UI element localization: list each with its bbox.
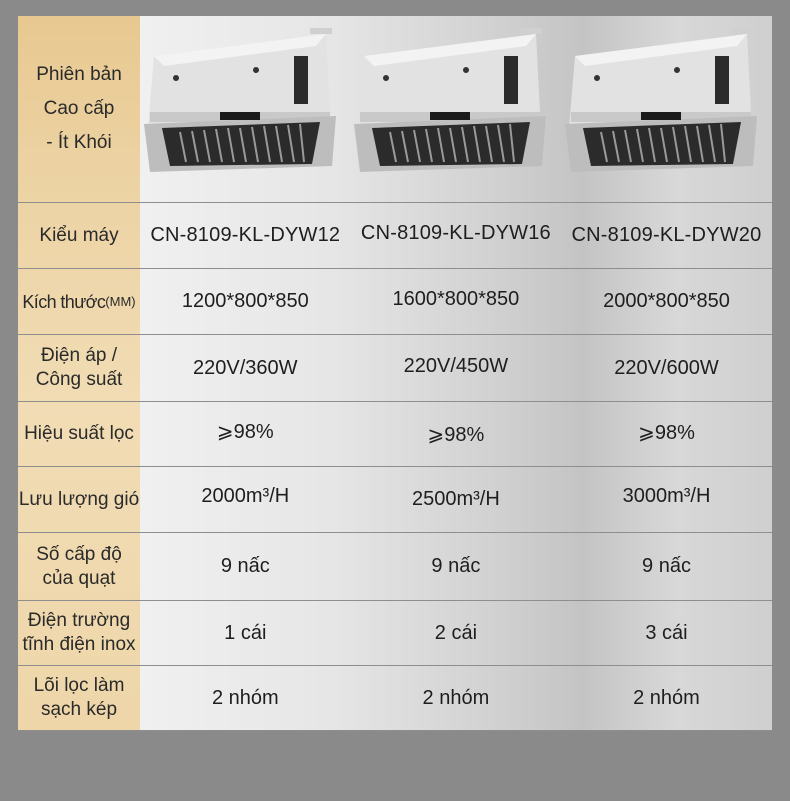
size-label-text: Kích thước bbox=[22, 291, 106, 312]
range-hood-icon bbox=[350, 16, 560, 202]
row-airflow bbox=[18, 467, 772, 532]
row-voltage bbox=[18, 335, 772, 401]
row-model bbox=[18, 203, 772, 268]
voltage-label bbox=[18, 344, 140, 392]
voltage-label-line-2: Công suất bbox=[35, 369, 123, 390]
airflow-value-2: 2500m³/H bbox=[411, 488, 500, 510]
filter-core-label-line-2: sạch kép bbox=[40, 699, 118, 720]
fan-levels-value-2: 9 nấc bbox=[431, 555, 481, 577]
fan-levels-value-1: 9 nấc bbox=[220, 555, 270, 577]
voltage-label-line-1: Điện áp / bbox=[40, 345, 118, 366]
voltage-value-2: 220V/450W bbox=[403, 354, 509, 377]
electrostatic-value-3: 3 cái bbox=[645, 621, 688, 644]
product-image-3 bbox=[561, 16, 771, 202]
filter-efficiency-value-1: ⩾98% bbox=[216, 420, 274, 443]
fan-levels-label-line-1: Số cấp độ bbox=[36, 543, 122, 565]
voltage-value-3: 220V/600W bbox=[614, 356, 719, 379]
filter-efficiency-label: Hiệu suất lọc bbox=[24, 423, 134, 444]
airflow-value-3: 3000m³/H bbox=[622, 485, 711, 507]
size-label bbox=[18, 290, 140, 314]
fan-levels-label bbox=[18, 543, 140, 591]
filter-core-value-1: 2 nhóm bbox=[211, 686, 279, 709]
electrostatic-label-line-1: Điện trường bbox=[27, 610, 131, 631]
row-filter-efficiency bbox=[18, 402, 772, 466]
electrostatic-value-2: 2 cái bbox=[434, 621, 478, 644]
size-value-2: 1600*800*850 bbox=[392, 288, 520, 310]
product-image-1 bbox=[140, 16, 350, 202]
product-image-2 bbox=[350, 16, 560, 202]
electrostatic-label bbox=[18, 609, 140, 657]
filter-efficiency-value-3: ⩾98% bbox=[638, 421, 695, 444]
filter-efficiency-value-2: ⩾98% bbox=[427, 423, 485, 446]
filter-core-value-3: 2 nhóm bbox=[633, 686, 700, 709]
size-value-3: 2000*800*850 bbox=[603, 290, 730, 312]
version-label bbox=[18, 16, 140, 202]
electrostatic-label-line-2: tĩnh điện inox bbox=[22, 634, 136, 655]
filter-core-label bbox=[18, 674, 140, 722]
spec-table bbox=[18, 16, 772, 731]
version-label-line-1: Phiên bản bbox=[36, 64, 122, 85]
size-value-1: 1200*800*850 bbox=[181, 290, 309, 312]
airflow-label: Lưu lượng gió bbox=[18, 488, 140, 510]
version-label-line-2: Cao cấp bbox=[43, 98, 115, 119]
range-hood-icon bbox=[561, 16, 771, 202]
version-label-line-3: - Ít Khói bbox=[46, 132, 112, 153]
voltage-value-1: 220V/360W bbox=[193, 356, 298, 379]
row-filter-core bbox=[18, 666, 772, 730]
model-label: Kiểu máy bbox=[39, 224, 119, 246]
model-value-1: CN-8109-KL-DYW12 bbox=[150, 224, 341, 246]
model-value-2: CN-8109-KL-DYW16 bbox=[360, 222, 551, 244]
filter-core-label-line-1: Lõi lọc làm bbox=[33, 675, 125, 696]
model-value-3: CN-8109-KL-DYW20 bbox=[571, 224, 762, 246]
row-fan-levels bbox=[18, 533, 772, 600]
airflow-value-1: 2000m³/H bbox=[201, 485, 290, 507]
size-label-unit: (MM) bbox=[105, 293, 136, 309]
row-divider bbox=[18, 730, 772, 731]
row-electrostatic bbox=[18, 601, 772, 665]
electrostatic-value-1: 1 cái bbox=[224, 621, 267, 644]
range-hood-icon bbox=[140, 16, 350, 202]
fan-levels-value-3: 9 nấc bbox=[642, 555, 691, 577]
filter-core-value-2: 2 nhóm bbox=[422, 686, 490, 709]
row-size bbox=[18, 269, 772, 334]
fan-levels-label-line-2: của quạt bbox=[42, 567, 116, 589]
